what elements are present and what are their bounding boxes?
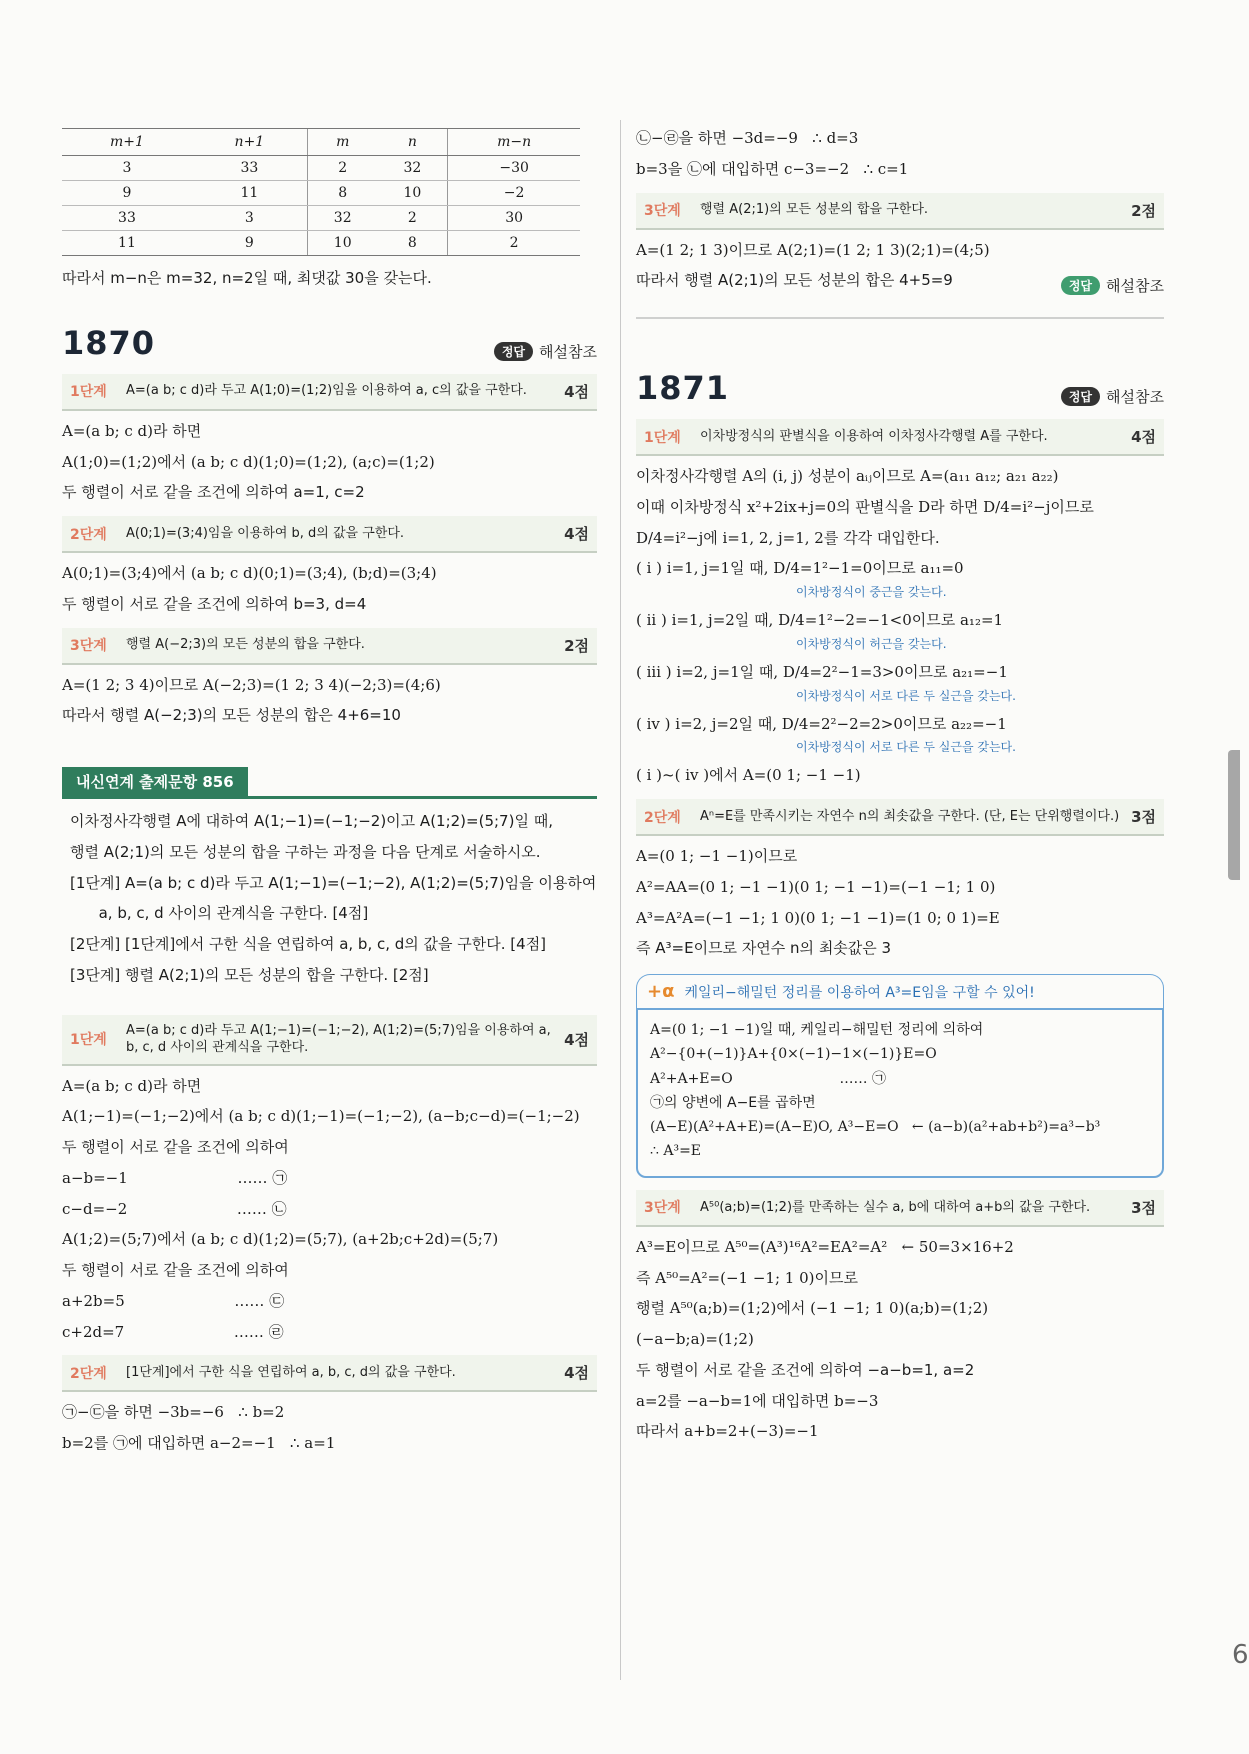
table-cell: 9 [192, 231, 307, 256]
solution-line: b=2를 ㉠에 대입하면 a−2=−1 ∴ a=1 [62, 1434, 336, 1453]
step-desc: 행렬 A(−2;3)의 모든 성분의 합을 구한다. [126, 637, 365, 653]
step-bar [62, 1355, 597, 1392]
table-cell: 33 [62, 206, 192, 231]
case-line: ( iii ) i=2, j=1일 때, D/4=2²−1=3>0이므로 a₂₁=−1 [636, 662, 1008, 681]
linked-problem-title: 내신연계 출제문항 856 [62, 767, 248, 796]
table-cell: 33 [192, 156, 307, 181]
table-row [62, 231, 580, 256]
answer-badge: 정답 [1061, 387, 1100, 406]
step-points: 4점 [564, 382, 589, 401]
alpha-line: ∴ A³=E [650, 1143, 702, 1160]
solution-line: A²=AA=(0 1; −1 −1)(0 1; −1 −1)=(−1 −1; 1 0) [636, 877, 996, 896]
problem-line: [1단계] A=(a b; c d)라 두고 A(1;−1)=(−1;−2), A(1;2)=(5;7)임을 이용하여 [70, 873, 597, 892]
solution-line: 이차정사각행렬 A의 (i, j) 성분이 aᵢⱼ이므로 A=(a₁₁ a₁₂; a₂₁ a₂₂) [636, 467, 1059, 485]
table-row [62, 206, 580, 231]
problem-1870-header [62, 324, 597, 362]
solution-line: 두 행렬이 서로 같을 조건에 의하여 [62, 1138, 289, 1157]
step-body [636, 846, 1164, 960]
solution-line: A=(a b; c d)라 하면 [62, 421, 202, 440]
answer-ref [1061, 386, 1164, 407]
table-cell: 11 [192, 181, 307, 206]
value-table [62, 128, 580, 256]
solution-line: D/4=i²−j에 i=1, 2, j=1, 2를 각각 대입한다. [636, 528, 940, 547]
solution-line: A=(0 1; −1 −1)이므로 [636, 847, 798, 865]
case-note: 이차방정식이 허근을 갖는다. [796, 636, 947, 651]
step-bar [62, 516, 597, 553]
step-label: 3단계 [644, 203, 681, 219]
table-cell: 2 [307, 156, 377, 181]
table-cell: −30 [448, 156, 580, 181]
answer-text: 해설참조 [1106, 388, 1164, 406]
step-label: 2단계 [644, 809, 681, 826]
step-desc: Aⁿ=E를 만족시키는 자연수 n의 최솟값을 구한다. (단, E는 단위행렬이다.) [700, 808, 1120, 824]
step-points: 4점 [1131, 428, 1156, 446]
step-desc: A=(a b; c d)라 두고 A(1;0)=(1;2)임을 이용하여 a, c의 값을 구한다. [126, 383, 527, 399]
step-bar [62, 374, 597, 411]
step-points: 3점 [1131, 1198, 1156, 1217]
table-cell: 8 [307, 181, 377, 206]
page-edge-tab [1228, 750, 1240, 880]
linked-problem [62, 767, 597, 987]
solution-line: (−a−b;a)=(1;2) [636, 1330, 754, 1349]
section-rule [636, 317, 1164, 319]
step-bar [636, 799, 1164, 836]
alpha-line: A²−{0+(−1)}A+{0×(−1)−1×(−1)}E=O [650, 1046, 937, 1063]
linked-problem-body [62, 811, 597, 987]
step-desc: 행렬 A(2;1)의 모든 성분의 합을 구한다. [700, 202, 929, 218]
step-points: 2점 [1131, 201, 1156, 220]
step-label: 2단계 [70, 526, 107, 543]
step-body [62, 1076, 597, 1344]
answer-text: 해설참조 [539, 342, 597, 361]
step-bar [636, 419, 1164, 456]
solution-line: b=3을 ㉡에 대입하면 c−3=−2 ∴ c=1 [636, 159, 909, 178]
step-body [62, 1402, 597, 1455]
solution-line: A=(1 2; 3 4)이므로 A(−2;3)=(1 2; 3 4)(−2;3)=(4;6) [62, 675, 441, 694]
solution-line: ㉠−㉢을 하면 −3b=−6 ∴ b=2 [62, 1403, 285, 1422]
step-label: 3단계 [644, 1200, 681, 1217]
table-cell: 2 [378, 206, 448, 231]
solution-line: 이때 이차방정식 x²+2ix+j=0의 판별식을 D라 하면 D/4=i²−j이므로 [636, 497, 1094, 516]
table-cell: 11 [62, 231, 192, 256]
table-cell: 3 [192, 206, 307, 231]
table-row [62, 156, 580, 181]
alpha-line: A²+A+E=O …… ㉠ [650, 1070, 886, 1087]
solution-line: A(1;−1)=(−1;−2)에서 (a b; c d)(1;−1)=(−1;−2), (a−b;c−d)=(−1;−2) [62, 1107, 580, 1126]
step-bar [62, 628, 597, 665]
problem-number: 1871 [636, 369, 730, 407]
solution-line: A=(1 2; 1 3)이므로 A(2;1)=(1 2; 1 3)(2;1)=(4;5) [636, 240, 990, 259]
step-label: 1단계 [70, 384, 107, 401]
alpha-line: ㉠의 양변에 A−E를 곱하면 [650, 1094, 816, 1111]
step-desc: A⁵⁰(a;b)=(1;2)를 만족하는 실수 a, b에 대하여 a+b의 값을 구한다. [700, 1199, 1091, 1215]
table-row [62, 181, 580, 206]
plus-alpha-box [636, 1008, 1164, 1178]
plus-alpha-title: 케일리−해밀턴 정리를 이용하여 A³=E임을 구할 수 있어! [684, 984, 1035, 1001]
table-cell: 10 [307, 231, 377, 256]
table-header-cell: m−n [448, 129, 580, 156]
table-cell: 9 [62, 181, 192, 206]
solution-line: 두 행렬이 서로 같을 조건에 의하여 a=1, c=2 [62, 483, 365, 502]
table-cell: 32 [378, 156, 448, 181]
answer-ref [494, 341, 597, 362]
solution-line: ( i )~( iv )에서 A=(0 1; −1 −1) [636, 766, 861, 785]
table-header-cell: n+1 [192, 129, 307, 156]
solution-line: 두 행렬이 서로 같을 조건에 의하여 b=3, d=4 [62, 594, 367, 613]
table-header-cell: m+1 [62, 129, 192, 156]
solution-line: a−b=−1 …… ㉠ [62, 1168, 288, 1187]
solution-line: a=2를 −a−b=1에 대입하면 b=−3 [636, 1391, 879, 1410]
problem-line: [2단계] [1단계]에서 구한 식을 연립하여 a, b, c, d의 값을 구한다. [4점] [70, 935, 547, 953]
plus-alpha-header [636, 974, 1164, 1008]
table-cell: 10 [378, 181, 448, 206]
column-divider [620, 120, 621, 1680]
solution-line: 따라서 행렬 A(−2;3)의 모든 성분의 합은 4+6=10 [62, 706, 401, 725]
table-header-cell: n [378, 129, 448, 156]
step-points: 3점 [1131, 808, 1156, 826]
step-body [62, 563, 597, 616]
solution-line: 행렬 A⁵⁰(a;b)=(1;2)에서 (−1 −1; 1 0)(a;b)=(1;2) [636, 1299, 989, 1318]
solution-line: A(1;2)=(5;7)에서 (a b; c d)(1;2)=(5;7), (a+2b;c+2d)=(5;7) [62, 1230, 499, 1249]
case-note: 이차방정식이 서로 다른 두 실근을 갖는다. [796, 688, 1016, 703]
solution-line: ㉡−㉣을 하면 −3d=−9 ∴ d=3 [636, 129, 859, 147]
step-bar [636, 1190, 1164, 1227]
answer-badge: 정답 [1061, 276, 1100, 295]
solution-line: c+2d=7 …… ㉣ [62, 1322, 284, 1341]
solution-line: A(0;1)=(3;4)에서 (a b; c d)(0;1)=(3;4), (b;d)=(3;4) [62, 564, 437, 582]
solution-line: A³=A²A=(−1 −1; 1 0)(0 1; −1 −1)=(1 0; 0 1)=E [636, 908, 1000, 927]
solution-line: 즉 A⁵⁰=A²=(−1 −1; 1 0)이므로 [636, 1268, 858, 1287]
answer-badge: 정답 [494, 342, 533, 361]
plus-alpha-icon: +α [647, 981, 675, 1002]
right-column [636, 128, 1164, 1452]
problem-line: 행렬 A(2;1)의 모든 성분의 합을 구하는 과정을 다음 단계로 서술하시오. [70, 842, 541, 861]
step-label: 1단계 [70, 1032, 107, 1049]
case-line: ( iv ) i=2, j=2일 때, D/4=2²−2=2>0이므로 a₂₂=−1 [636, 714, 1007, 733]
solution-line: A³=E이므로 A⁵⁰=(A³)¹⁶A²=EA²=A² ← 50=3×16+2 [636, 1237, 1014, 1256]
table-header-cell: m [307, 129, 377, 156]
solution-line: 두 행렬이 서로 같을 조건에 의하여 −a−b=1, a=2 [636, 1360, 975, 1379]
page-number-edge: 6 [1232, 1640, 1249, 1670]
problem-line: 이차정사각행렬 A에 대하여 A(1;−1)=(−1;−2)이고 A(1;2)=(5;7)일 때, [70, 812, 553, 830]
problem-line: [3단계] 행렬 A(2;1)의 모든 성분의 합을 구한다. [2점] [70, 965, 429, 984]
step-desc: [1단계]에서 구한 식을 연립하여 a, b, c, d의 값을 구한다. [126, 1365, 456, 1381]
step-body [636, 240, 1164, 302]
table-cell: 32 [307, 206, 377, 231]
solution-line: 즉 A³=E이므로 자연수 n의 최솟값은 3 [636, 939, 892, 958]
case-line: ( i ) i=1, j=1일 때, D/4=1²−1=0이므로 a₁₁=0 [636, 559, 964, 578]
step-desc: 이차방정식의 판별식을 이용하여 이차정사각행렬 A를 구한다. [700, 428, 1048, 444]
step-points: 4점 [564, 525, 589, 543]
solution-line: A(1;0)=(1;2)에서 (a b; c d)(1;0)=(1;2), (a;c)=(1;2) [62, 452, 435, 471]
step-desc: A(0;1)=(3;4)임을 이용하여 b, d의 값을 구한다. [126, 525, 405, 541]
alpha-line: (A−E)(A²+A+E)=(A−E)O, A³−E=O ← (a−b)(a²+ab+b²)=a³−b³ [650, 1119, 1101, 1136]
table-cell: 8 [378, 231, 448, 256]
alpha-line: A=(0 1; −1 −1)일 때, 케일리−해밀턴 정리에 의하여 [650, 1022, 984, 1038]
step-label: 2단계 [70, 1365, 107, 1382]
case-note: 이차방정식이 중근을 갖는다. [796, 585, 947, 599]
step-label: 1단계 [644, 429, 681, 446]
table-cell: 30 [448, 206, 580, 231]
step-points: 4점 [564, 1030, 589, 1049]
result-row [636, 270, 1164, 301]
step-label: 3단계 [70, 638, 107, 654]
problem-number: 1870 [62, 323, 156, 362]
solution-line: 따라서 a+b=2+(−3)=−1 [636, 1422, 819, 1441]
step-body [62, 675, 597, 728]
step-bar [636, 193, 1164, 230]
step-body [636, 1237, 1164, 1443]
step-bar [62, 1015, 597, 1066]
solution-line: c−d=−2 …… ㉡ [62, 1199, 287, 1218]
answer-text: 해설참조 [1106, 277, 1164, 296]
step-body [636, 466, 1164, 787]
step-body [62, 421, 597, 504]
answer-ref [1061, 275, 1164, 296]
table-cell: 3 [62, 156, 192, 181]
table-cell: −2 [448, 181, 580, 206]
problem-1871-header [636, 369, 1164, 407]
problem-line: a, b, c, d 사이의 관계식을 구한다. [4점] [70, 904, 369, 923]
step-desc: A=(a b; c d)라 두고 A(1;−1)=(−1;−2), A(1;2)=(5;7)임을 이용하여 a, b, c, d 사이의 관계식을 구한다. [126, 1022, 551, 1056]
solution-line: a+2b=5 …… ㉢ [62, 1291, 285, 1310]
case-note: 이차방정식이 서로 다른 두 실근을 갖는다. [796, 740, 1016, 755]
step-points: 4점 [564, 1364, 589, 1383]
table-conclusion: 따라서 m−n은 m=32, n=2일 때, 최댓값 30을 갖는다. [62, 269, 432, 287]
linked-rule [62, 796, 597, 799]
step-points: 2점 [564, 636, 589, 655]
solution-line: 두 행렬이 서로 같을 조건에 의하여 [62, 1261, 289, 1280]
left-column [62, 128, 597, 1464]
case-line: ( ii ) i=1, j=2일 때, D/4=1²−2=−1<0이므로 a₁₂=1 [636, 611, 1004, 629]
table-cell: 2 [448, 231, 580, 256]
solution-line: 따라서 행렬 A(2;1)의 모든 성분의 합은 4+5=9 [636, 271, 953, 290]
solution-line: A=(a b; c d)라 하면 [62, 1076, 202, 1095]
